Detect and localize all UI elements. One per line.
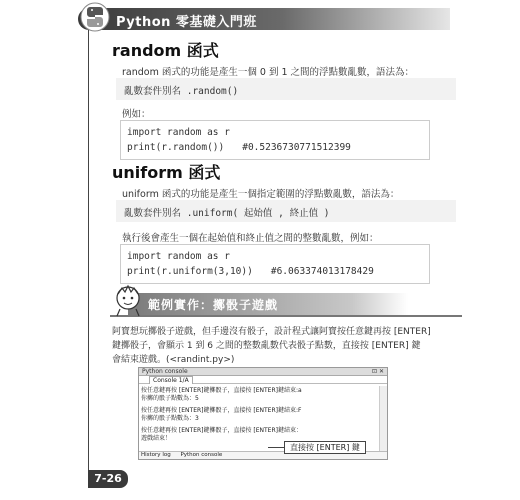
random-syntax: 亂數套件別名 .random() bbox=[116, 78, 456, 100]
page-number: 7-26 bbox=[88, 470, 128, 488]
code-line: print(r.uniform(3,10)) #6.063374013178429 bbox=[127, 266, 374, 277]
margin-rule bbox=[88, 30, 89, 470]
console-scrollbar[interactable] bbox=[379, 386, 387, 454]
code-line: import random as r bbox=[127, 251, 230, 262]
uniform-description-2: 執行後會產生一個在起始值和終止值之間的整數亂數，例如： bbox=[122, 233, 379, 244]
callout-pointer bbox=[268, 447, 284, 448]
console-title-bar bbox=[139, 368, 387, 376]
uniform-description: uniform 函式的功能是產生一個指定範圍的浮點數亂數，語法為： bbox=[122, 189, 400, 200]
callout-label: 直接按 [ENTER] 鍵 bbox=[284, 441, 366, 454]
code-line: print(r.random()) #0.5236730771512399 bbox=[127, 142, 351, 153]
uniform-syntax: 亂數套件別名 .uniform( 起始值 , 終止值 ) bbox=[116, 200, 456, 222]
console-line: 按任意鍵再按 [ENTER]鍵擲骰子，直接按 [ENTER]鍵結束： bbox=[141, 427, 302, 434]
console-line: 按任意鍵再按 [ENTER]鍵擲骰子，直接按 [ENTER]鍵結束:a bbox=[141, 387, 302, 394]
console-line: 你擲的骰子點數為：3 bbox=[141, 415, 199, 422]
random-example-label: 例如： bbox=[122, 109, 151, 120]
example-line-3: 會結束遊戲。(<randint.py>) bbox=[112, 355, 235, 365]
banner-underline bbox=[110, 315, 462, 317]
mascot-icon bbox=[110, 282, 146, 318]
code-output-comment: #6.063374013178429 bbox=[270, 266, 374, 277]
python-logo-icon bbox=[80, 2, 110, 32]
console-tab-row bbox=[139, 376, 387, 384]
console-tab[interactable]: Console 1/A bbox=[149, 376, 193, 384]
code-line: import random as r bbox=[127, 127, 230, 138]
random-code-block bbox=[120, 120, 430, 160]
console-line: 遊戲結束！ bbox=[141, 435, 172, 442]
uniform-code-block bbox=[120, 244, 430, 284]
random-description: random 函式的功能是產生一個 0 到 1 之間的浮點數亂數，語法為： bbox=[122, 67, 415, 78]
random-section-title: random 函式 bbox=[112, 41, 219, 60]
console-line: 按任意鍵再按 [ENTER]鍵擲骰子，直接按 [ENTER]鍵結束:F bbox=[141, 407, 302, 414]
example-banner-title: 範例實作：擲骰子遊戲 bbox=[148, 298, 279, 312]
window-controls-icon[interactable]: ⊡ ✕ bbox=[372, 368, 384, 375]
python-console-tab[interactable]: Python console bbox=[180, 452, 223, 458]
console-line: 你擲的骰子點數為：5 bbox=[141, 395, 199, 402]
chapter-title: Python 零基礎入門班 bbox=[116, 15, 257, 30]
example-line-1: 阿寶想玩擲骰子遊戲，但手邊沒有骰子，設計程式讓阿寶按任意鍵再按 [ENTER] bbox=[112, 327, 431, 337]
example-line-2: 鍵擲骰子，會顯示 1 到 6 之間的整數亂數代表骰子點數，直接按 [ENTER] 鍵 bbox=[112, 341, 421, 351]
uniform-section-title: uniform 函式 bbox=[112, 163, 221, 182]
console-window-title: Python console bbox=[142, 368, 188, 375]
history-log-tab[interactable]: History log bbox=[141, 452, 171, 458]
code-output-comment: #0.5236730771512399 bbox=[242, 142, 351, 153]
